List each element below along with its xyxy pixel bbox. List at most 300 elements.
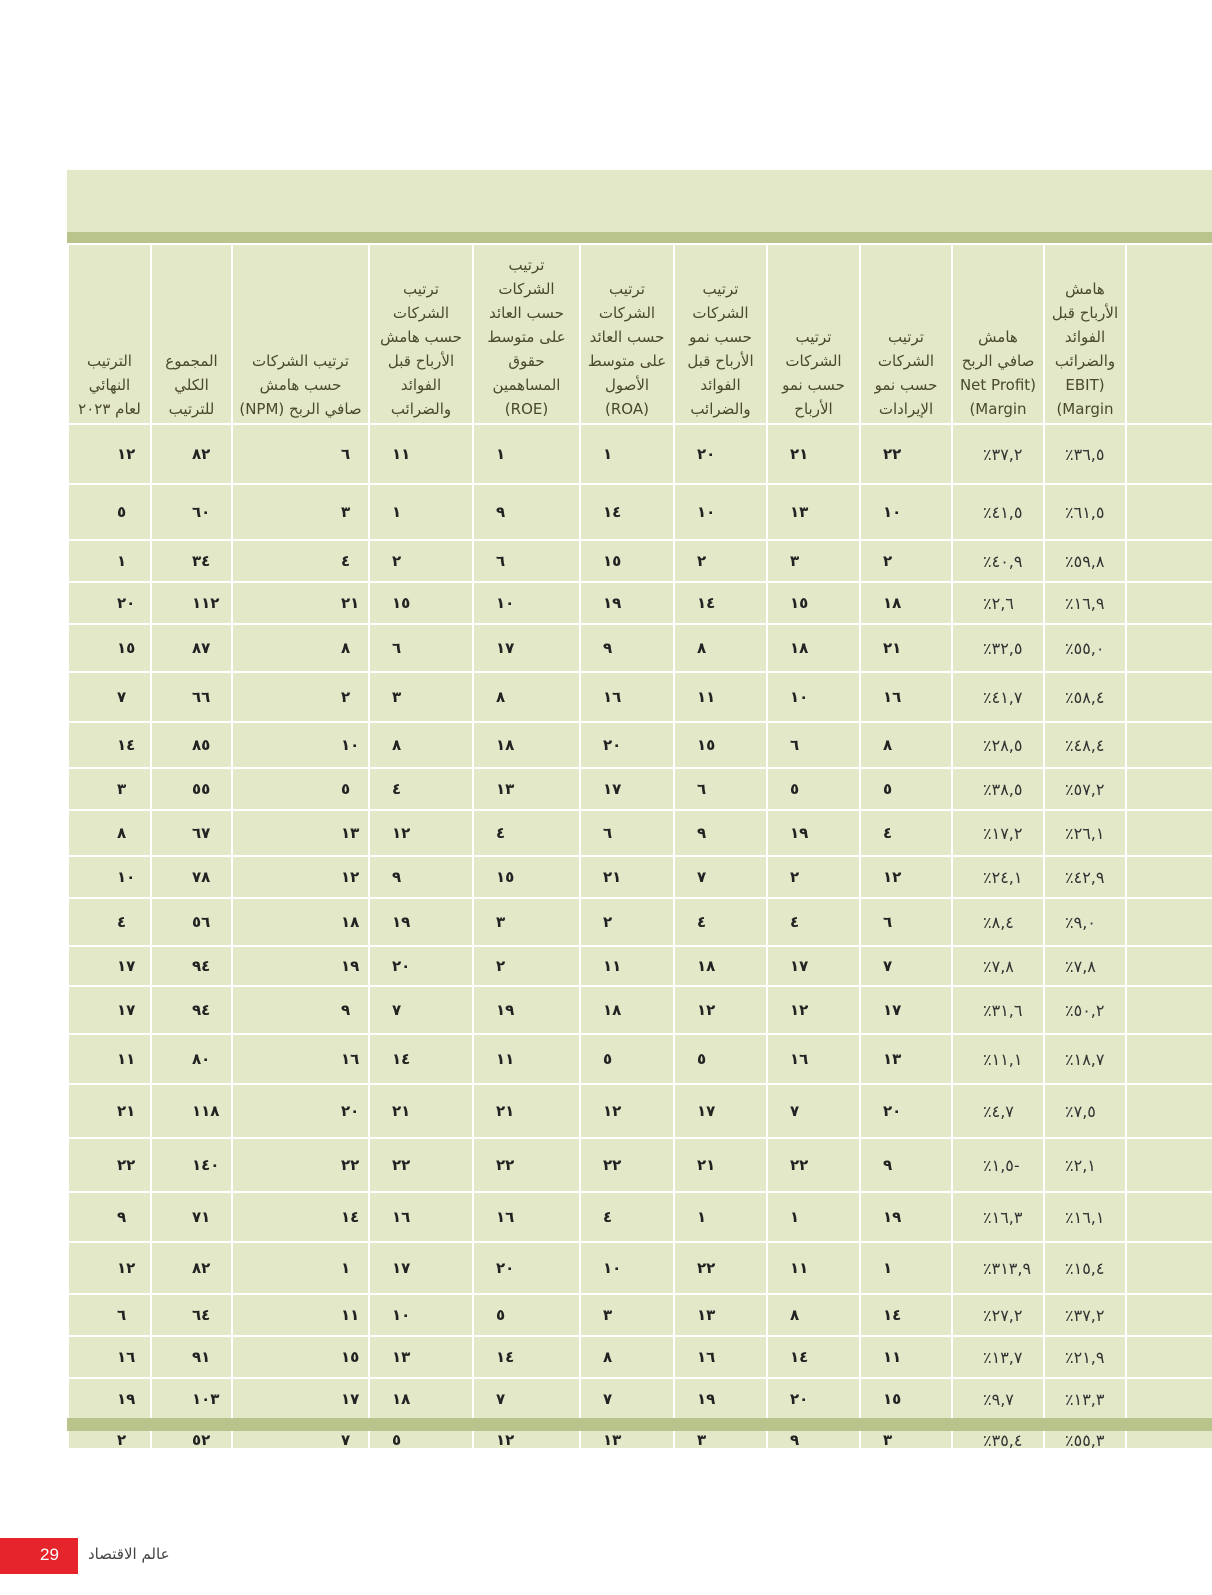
cell-ebit-rank: ١٩ [369,898,473,946]
cell-blank [1126,768,1212,810]
cell-total: ٦٧ [151,810,232,856]
table-top-rule [67,232,1212,243]
cell-net-profit-margin: ٪٣٧,٢ [952,424,1044,484]
cell-final-rank: ١٠ [68,856,151,898]
cell-ebit-margin: ٪٥٥,٣ [1044,1420,1126,1460]
cell-net-profit-margin: ٪٨,٤ [952,898,1044,946]
cell-total: ٥٦ [151,898,232,946]
cell-total: ٣٤ [151,540,232,582]
cell-ebit-growth-rank: ١٠ [674,484,767,540]
cell-roa-rank: ١٤ [580,484,674,540]
cell-roe-rank: ١٧ [473,624,580,672]
cell-revenue-growth-rank: ٢١ [860,624,952,672]
cell-ebit-growth-rank: ١٥ [674,722,767,768]
table-row [68,1084,1212,1138]
cell-roa-rank: ١٧ [580,768,674,810]
cell-net-profit-margin: ٪٣٨,٥ [952,768,1044,810]
cell-roe-rank: ١٢ [473,1420,580,1460]
cell-final-rank: ٣ [68,768,151,810]
cell-revenue-growth-rank: ٩ [860,1138,952,1192]
cell-npm-rank: ٢٠ [232,1084,369,1138]
cell-roe-rank: ١ [473,424,580,484]
cell-roe-rank: ١٨ [473,722,580,768]
cell-total: ١١٢ [151,582,232,624]
cell-revenue-growth-rank: ١٦ [860,672,952,722]
cell-npm-rank: ١٥ [232,1336,369,1378]
cell-ebit-rank: ٤ [369,768,473,810]
cell-roa-rank: ١٠ [580,1242,674,1294]
cell-net-profit-margin: ٪٩,٧ [952,1378,1044,1420]
cell-ebit-rank: ١٧ [369,1242,473,1294]
cell-npm-rank: ٦ [232,424,369,484]
cell-ebit-margin: ٪٧,٨ [1044,946,1126,986]
cell-net-profit-margin: ٪٤,٧ [952,1084,1044,1138]
table-bottom-rule [67,1418,1212,1431]
cell-revenue-growth-rank: ١ [860,1242,952,1294]
cell-blank [1126,722,1212,768]
cell-npm-rank: ١ [232,1242,369,1294]
cell-revenue-growth-rank: ٢٠ [860,1084,952,1138]
cell-final-rank: ٤ [68,898,151,946]
cell-roe-rank: ١٠ [473,582,580,624]
cell-ebit-rank: ١ [369,484,473,540]
cell-profit-growth-rank: ٦ [767,722,860,768]
cell-total: ٩٤ [151,986,232,1034]
cell-total: ٩٤ [151,946,232,986]
header-row [68,244,1212,424]
cell-ebit-rank: ٧ [369,986,473,1034]
cell-ebit-margin: ٪٧,٥ [1044,1084,1126,1138]
cell-npm-rank: ٢٢ [232,1138,369,1192]
cell-npm-rank: ١٦ [232,1034,369,1084]
cell-revenue-growth-rank: ١٩ [860,1192,952,1242]
cell-ebit-margin: ٪٤٨,٤ [1044,722,1126,768]
cell-ebit-growth-rank: ٢ [674,540,767,582]
cell-revenue-growth-rank: ١١ [860,1336,952,1378]
cell-ebit-growth-rank: ٦ [674,768,767,810]
cell-net-profit-margin: ٪١٧,٢ [952,810,1044,856]
cell-roe-rank: ٧ [473,1378,580,1420]
cell-npm-rank: ١٧ [232,1378,369,1420]
cell-roa-rank: ٣ [580,1294,674,1336]
table-row [68,1242,1212,1294]
table-row [68,1192,1212,1242]
cell-final-rank: ٦ [68,1294,151,1336]
cell-total: ٦٦ [151,672,232,722]
cell-final-rank: ١٧ [68,946,151,986]
table-row [68,986,1212,1034]
cell-npm-rank: ١٩ [232,946,369,986]
cell-ebit-margin: ٪١٨,٧ [1044,1034,1126,1084]
header-blank [1126,244,1212,424]
cell-blank [1126,986,1212,1034]
page-number: 29 [40,1545,59,1564]
header-ebit-growth-rank: ترتيب الشركات حسب نمو الأرباح قبل الفوائد والضرائب [674,244,767,424]
cell-total: ٨٠ [151,1034,232,1084]
cell-blank [1126,424,1212,484]
header-revenue-growth-rank: ترتيب الشركات حسب نمو الإيرادات [860,244,952,424]
cell-revenue-growth-rank: ٤ [860,810,952,856]
cell-revenue-growth-rank: ١٧ [860,986,952,1034]
cell-roe-rank: ١٣ [473,768,580,810]
cell-ebit-growth-rank: ١٤ [674,582,767,624]
cell-total: ٦٠ [151,484,232,540]
cell-blank [1126,946,1212,986]
cell-net-profit-margin: ٪٢٨,٥ [952,722,1044,768]
cell-profit-growth-rank: ١٥ [767,582,860,624]
cell-final-rank: ١٢ [68,1242,151,1294]
table-row [68,946,1212,986]
cell-blank [1126,856,1212,898]
cell-profit-growth-rank: ١٢ [767,986,860,1034]
cell-roe-rank: ٩ [473,484,580,540]
table-row [68,768,1212,810]
cell-revenue-growth-rank: ١٢ [860,856,952,898]
cell-ebit-rank: ١٦ [369,1192,473,1242]
cell-ebit-growth-rank: ٤ [674,898,767,946]
cell-net-profit-margin: ٪١٦,٣ [952,1192,1044,1242]
cell-revenue-growth-rank: ٥ [860,768,952,810]
cell-npm-rank: ٩ [232,986,369,1034]
cell-final-rank: ١٩ [68,1378,151,1420]
cell-npm-rank: ١٣ [232,810,369,856]
cell-ebit-margin: ٪١٥,٤ [1044,1242,1126,1294]
cell-profit-growth-rank: ٥ [767,768,860,810]
cell-blank [1126,1378,1212,1420]
cell-roe-rank: ١٦ [473,1192,580,1242]
cell-ebit-margin: ٪٢٦,١ [1044,810,1126,856]
cell-net-profit-margin: ٪١,٥- [952,1138,1044,1192]
cell-total: ١١٨ [151,1084,232,1138]
table-row [68,1378,1212,1420]
cell-npm-rank: ٤ [232,540,369,582]
cell-ebit-margin: ٪١٦,٩ [1044,582,1126,624]
cell-roa-rank: ٥ [580,1034,674,1084]
cell-ebit-margin: ٪٥٧,٢ [1044,768,1126,810]
cell-profit-growth-rank: ٧ [767,1084,860,1138]
cell-ebit-growth-rank: ١ [674,1192,767,1242]
cell-blank [1126,1242,1212,1294]
cell-roe-rank: ٢٢ [473,1138,580,1192]
cell-net-profit-margin: ٪٣١,٦ [952,986,1044,1034]
cell-blank [1126,898,1212,946]
cell-total: ٧١ [151,1192,232,1242]
cell-profit-growth-rank: ٢٢ [767,1138,860,1192]
cell-roe-rank: ١٤ [473,1336,580,1378]
cell-revenue-growth-rank: ٨ [860,722,952,768]
cell-roa-rank: ٩ [580,624,674,672]
cell-ebit-margin: ٪١٣,٣ [1044,1378,1126,1420]
cell-roa-rank: ١ [580,424,674,484]
cell-net-profit-margin: ٪٧,٨ [952,946,1044,986]
cell-ebit-margin: ٪٥٠,٢ [1044,986,1126,1034]
cell-roe-rank: ١١ [473,1034,580,1084]
cell-profit-growth-rank: ٢١ [767,424,860,484]
cell-roe-rank: ١٥ [473,856,580,898]
header-roe-rank: ترتيب الشركات حسب العائد على متوسط حقوق المساهمين (ROE) [473,244,580,424]
cell-revenue-growth-rank: ١٤ [860,1294,952,1336]
cell-ebit-growth-rank: ٥ [674,1034,767,1084]
cell-blank [1126,582,1212,624]
cell-ebit-margin: ٪٢١,٩ [1044,1336,1126,1378]
cell-roe-rank: ٨ [473,672,580,722]
cell-final-rank: ٢١ [68,1084,151,1138]
table-top-band [67,170,1212,232]
cell-revenue-growth-rank: ٧ [860,946,952,986]
cell-roa-rank: ٢١ [580,856,674,898]
cell-profit-growth-rank: ١٤ [767,1336,860,1378]
cell-net-profit-margin: ٪١٣,٧ [952,1336,1044,1378]
cell-total: ٨٧ [151,624,232,672]
cell-roe-rank: ٤ [473,810,580,856]
cell-total: ٨٢ [151,1242,232,1294]
cell-npm-rank: ١٤ [232,1192,369,1242]
cell-roe-rank: ٥ [473,1294,580,1336]
cell-profit-growth-rank: ٤ [767,898,860,946]
cell-total: ٩١ [151,1336,232,1378]
page-number-box [0,1538,78,1574]
cell-net-profit-margin: ٪٢٧,٢ [952,1294,1044,1336]
table-row [68,722,1212,768]
cell-ebit-rank: ٢٠ [369,946,473,986]
cell-ebit-rank: ١٢ [369,810,473,856]
cell-revenue-growth-rank: ١٠ [860,484,952,540]
cell-total: ١٤٠ [151,1138,232,1192]
cell-roe-rank: ٢١ [473,1084,580,1138]
cell-npm-rank: ١٨ [232,898,369,946]
cell-ebit-growth-rank: ١٦ [674,1336,767,1378]
cell-blank [1126,1192,1212,1242]
cell-ebit-growth-rank: ١١ [674,672,767,722]
cell-profit-growth-rank: ٨ [767,1294,860,1336]
cell-profit-growth-rank: ٢ [767,856,860,898]
cell-final-rank: ١٧ [68,986,151,1034]
cell-blank [1126,810,1212,856]
cell-final-rank: ١٥ [68,624,151,672]
cell-ebit-rank: ٣ [369,672,473,722]
cell-ebit-growth-rank: ٩ [674,810,767,856]
table-row [68,856,1212,898]
cell-blank [1126,540,1212,582]
cell-ebit-rank: ٥ [369,1420,473,1460]
cell-final-rank: ٧ [68,672,151,722]
publication-name: عالم الاقتصاد [88,1545,170,1563]
cell-ebit-rank: ١٥ [369,582,473,624]
cell-net-profit-margin: ٪٤٠,٩ [952,540,1044,582]
cell-npm-rank: ٧ [232,1420,369,1460]
table-row [68,898,1212,946]
ranking-table [67,243,1212,1461]
cell-ebit-rank: ١٤ [369,1034,473,1084]
cell-revenue-growth-rank: ١٨ [860,582,952,624]
header-total: المجموع الكلي للترتيب [151,244,232,424]
cell-final-rank: ١ [68,540,151,582]
cell-revenue-growth-rank: ١٣ [860,1034,952,1084]
cell-ebit-growth-rank: ٧ [674,856,767,898]
table-row [68,484,1212,540]
cell-total: ٨٥ [151,722,232,768]
cell-blank [1126,1336,1212,1378]
cell-npm-rank: ٥ [232,768,369,810]
table-row [68,540,1212,582]
cell-roa-rank: ١١ [580,946,674,986]
cell-ebit-growth-rank: ٣ [674,1420,767,1460]
cell-profit-growth-rank: ١٣ [767,484,860,540]
cell-ebit-margin: ٪٤٢,٩ [1044,856,1126,898]
header-roa-rank: ترتيب الشركات حسب العائد على متوسط الأصول (ROA) [580,244,674,424]
cell-roa-rank: ٨ [580,1336,674,1378]
cell-total: ٨٢ [151,424,232,484]
cell-total: ٦٤ [151,1294,232,1336]
cell-roa-rank: ٧ [580,1378,674,1420]
cell-ebit-rank: ٩ [369,856,473,898]
cell-final-rank: ٨ [68,810,151,856]
cell-ebit-margin: ٪٥٩,٨ [1044,540,1126,582]
cell-roe-rank: ٦ [473,540,580,582]
cell-npm-rank: ٢١ [232,582,369,624]
cell-blank [1126,484,1212,540]
cell-npm-rank: ٣ [232,484,369,540]
table-row [68,1294,1212,1336]
cell-net-profit-margin: ٪١١,١ [952,1034,1044,1084]
cell-net-profit-margin: ٪٤١,٥ [952,484,1044,540]
cell-ebit-growth-rank: ٢٢ [674,1242,767,1294]
header-final-rank: الترتيب النهائي لعام ٢٠٢٣ [68,244,151,424]
table-row [68,672,1212,722]
header-net-profit-margin: هامش صافي الربح Net Profit) (Margin [952,244,1044,424]
cell-profit-growth-rank: ١٦ [767,1034,860,1084]
cell-ebit-growth-rank: ٨ [674,624,767,672]
header-ebit-margin: هامش الأرباح قبل الفوائد والضرائب EBIT) (Margin [1044,244,1126,424]
cell-roe-rank: ٢ [473,946,580,986]
table-row [68,1138,1212,1192]
cell-blank [1126,624,1212,672]
cell-ebit-rank: ٢ [369,540,473,582]
cell-final-rank: ٢ [68,1420,151,1460]
cell-ebit-growth-rank: ١٢ [674,986,767,1034]
cell-revenue-growth-rank: ١٥ [860,1378,952,1420]
table-row [68,624,1212,672]
cell-ebit-margin: ٪١٦,١ [1044,1192,1126,1242]
cell-roe-rank: ١٩ [473,986,580,1034]
cell-blank [1126,1084,1212,1138]
cell-ebit-rank: ٦ [369,624,473,672]
cell-roe-rank: ٣ [473,898,580,946]
cell-roa-rank: ١٦ [580,672,674,722]
cell-roe-rank: ٢٠ [473,1242,580,1294]
cell-revenue-growth-rank: ٢ [860,540,952,582]
cell-npm-rank: ١١ [232,1294,369,1336]
header-npm-rank: ترتيب الشركات حسب هامش صافي الربح (NPM) [232,244,369,424]
cell-final-rank: ٢٢ [68,1138,151,1192]
cell-ebit-margin: ٪٦١,٥ [1044,484,1126,540]
cell-ebit-margin: ٪٣٦,٥ [1044,424,1126,484]
cell-profit-growth-rank: ٣ [767,540,860,582]
cell-ebit-margin: ٪٢,١ [1044,1138,1126,1192]
cell-total: ٥٥ [151,768,232,810]
table-row [68,1034,1212,1084]
cell-roa-rank: ١٢ [580,1084,674,1138]
cell-blank [1126,1294,1212,1336]
cell-final-rank: ٢٠ [68,582,151,624]
cell-roa-rank: ٢٢ [580,1138,674,1192]
cell-roa-rank: ٤ [580,1192,674,1242]
cell-final-rank: ٩ [68,1192,151,1242]
cell-ebit-growth-rank: ٢٠ [674,424,767,484]
cell-blank [1126,1138,1212,1192]
table-row [68,810,1212,856]
header-profit-growth-rank: ترتيب الشركات حسب نمو الأرباح [767,244,860,424]
cell-ebit-growth-rank: ٢١ [674,1138,767,1192]
cell-ebit-growth-rank: ١٨ [674,946,767,986]
cell-profit-growth-rank: ١١ [767,1242,860,1294]
cell-profit-growth-rank: ١ [767,1192,860,1242]
cell-total: ١٠٣ [151,1378,232,1420]
cell-ebit-rank: ١٣ [369,1336,473,1378]
cell-roa-rank: ٢٠ [580,722,674,768]
cell-npm-rank: ٨ [232,624,369,672]
cell-profit-growth-rank: ١٩ [767,810,860,856]
cell-net-profit-margin: ٪٣١٣,٩ [952,1242,1044,1294]
cell-profit-growth-rank: ١٧ [767,946,860,986]
cell-ebit-margin: ٪٩,٠ [1044,898,1126,946]
cell-profit-growth-rank: ١٠ [767,672,860,722]
cell-ebit-rank: ١٠ [369,1294,473,1336]
cell-revenue-growth-rank: ٣ [860,1420,952,1460]
cell-ebit-rank: ٢١ [369,1084,473,1138]
cell-profit-growth-rank: ٢٠ [767,1378,860,1420]
cell-total: ٧٨ [151,856,232,898]
cell-roa-rank: ٢ [580,898,674,946]
header-ebit-rank: ترتيب الشركات حسب هامش الأرباح قبل الفوائد والضرائب [369,244,473,424]
cell-ebit-growth-rank: ١٧ [674,1084,767,1138]
cell-blank [1126,1034,1212,1084]
cell-net-profit-margin: ٪٢,٦ [952,582,1044,624]
cell-final-rank: ١٤ [68,722,151,768]
table-body [68,424,1212,1460]
cell-profit-growth-rank: ١٨ [767,624,860,672]
cell-roa-rank: ١٥ [580,540,674,582]
cell-ebit-rank: ٢٢ [369,1138,473,1192]
cell-npm-rank: ٢ [232,672,369,722]
cell-revenue-growth-rank: ٦ [860,898,952,946]
cell-final-rank: ١٢ [68,424,151,484]
cell-net-profit-margin: ٪٢٤,١ [952,856,1044,898]
cell-ebit-growth-rank: ١٩ [674,1378,767,1420]
cell-roa-rank: ١٩ [580,582,674,624]
cell-roa-rank: ٦ [580,810,674,856]
cell-npm-rank: ١٠ [232,722,369,768]
cell-net-profit-margin: ٪٣٥,٤ [952,1420,1044,1460]
cell-ebit-rank: ١١ [369,424,473,484]
cell-ebit-rank: ١٨ [369,1378,473,1420]
table-row [68,582,1212,624]
cell-revenue-growth-rank: ٢٢ [860,424,952,484]
cell-profit-growth-rank: ٩ [767,1420,860,1460]
cell-final-rank: ١١ [68,1034,151,1084]
table-row [68,424,1212,484]
cell-net-profit-margin: ٪٣٢,٥ [952,624,1044,672]
cell-net-profit-margin: ٪٤١,٧ [952,672,1044,722]
cell-roa-rank: ١٨ [580,986,674,1034]
cell-roa-rank: ١٣ [580,1420,674,1460]
cell-blank [1126,672,1212,722]
cell-ebit-margin: ٪٣٧,٢ [1044,1294,1126,1336]
cell-total: ٥٢ [151,1420,232,1460]
cell-final-rank: ١٦ [68,1336,151,1378]
cell-ebit-growth-rank: ١٣ [674,1294,767,1336]
cell-final-rank: ٥ [68,484,151,540]
